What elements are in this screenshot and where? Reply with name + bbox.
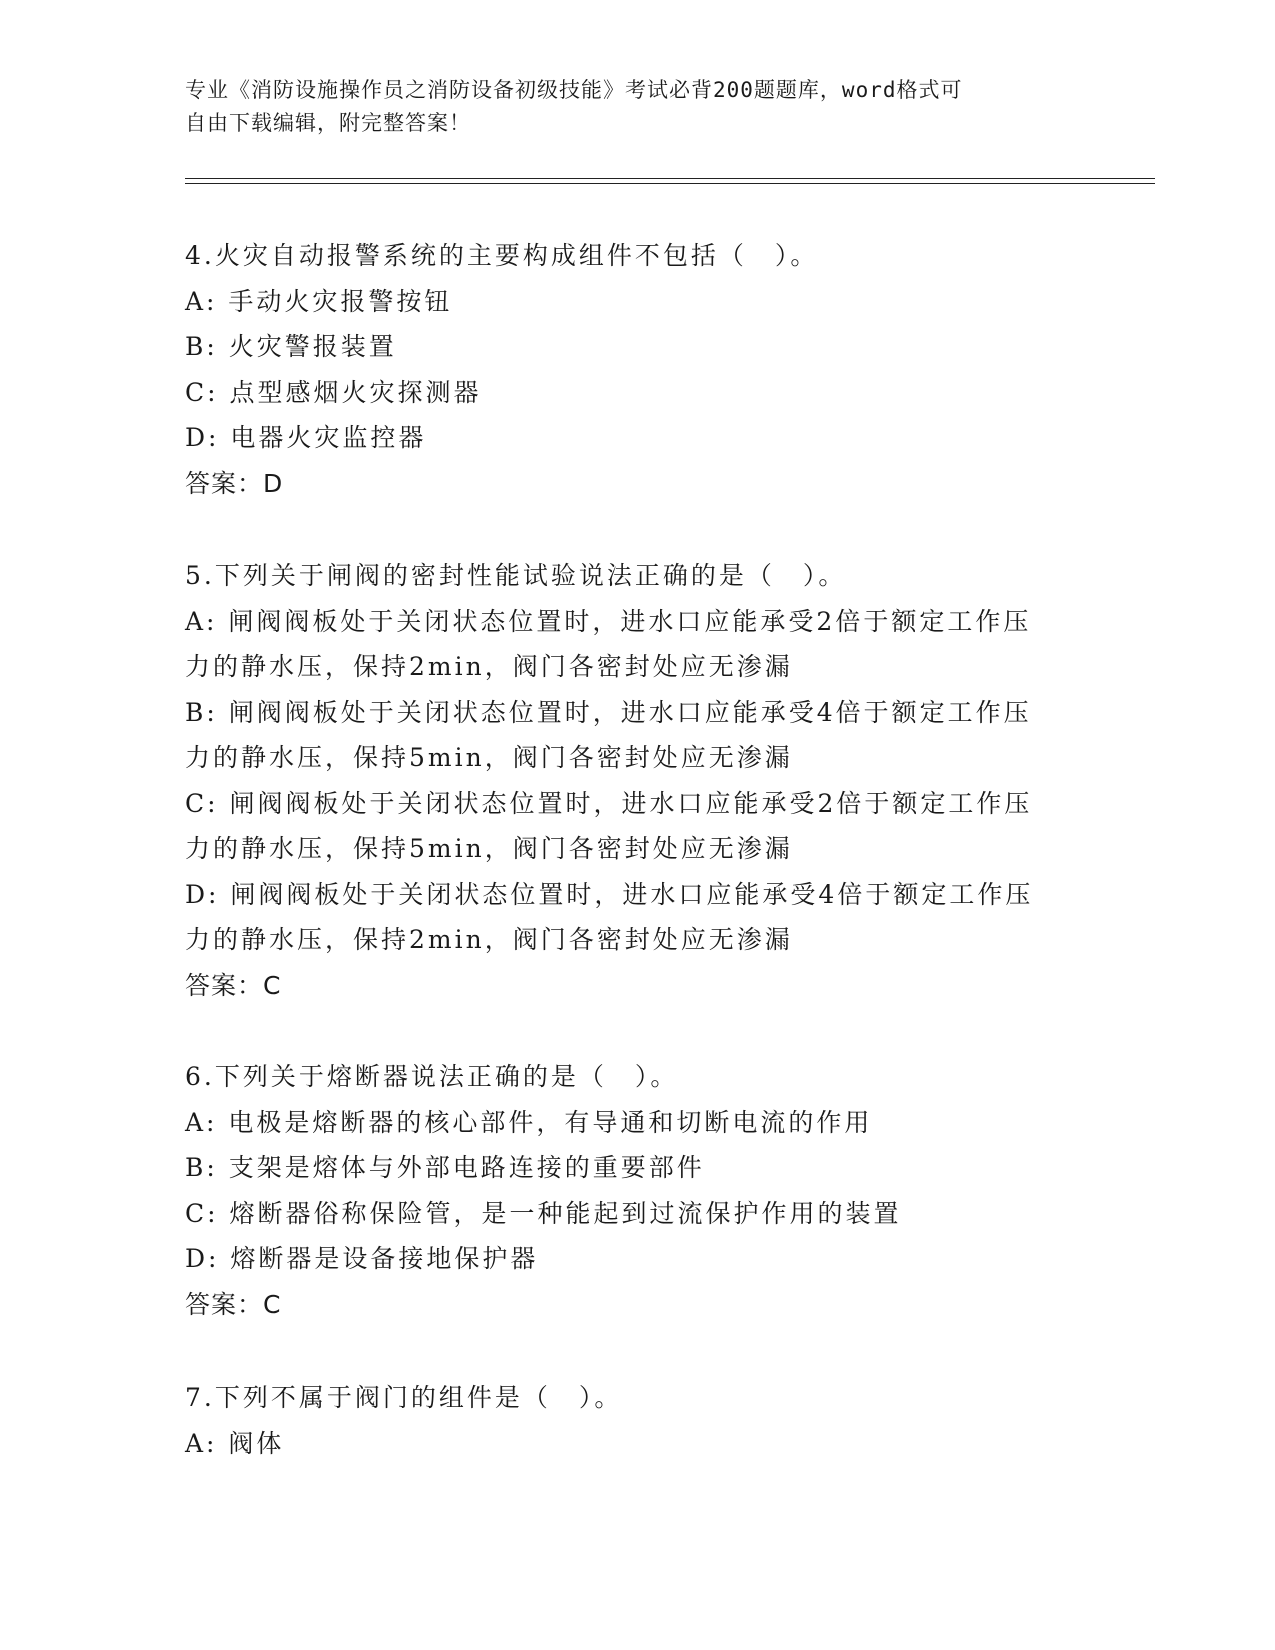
option-c-line-1: C: 闸阀阀板处于关闭状态位置时，进水口应能承受2倍于额定工作压 bbox=[185, 788, 1033, 818]
option-d-line-2: 力的静水压，保持2min，阀门各密封处应无渗漏 bbox=[185, 925, 793, 954]
option-a: A: 阀体 bbox=[185, 1428, 285, 1458]
option-d: D: 熔断器是设备接地保护器 bbox=[185, 1244, 539, 1273]
answer: 答案：D bbox=[185, 468, 284, 498]
header-line-1: 专业《消防设施操作员之消防设备初级技能》考试必背200题题库，word格式可 bbox=[185, 78, 963, 102]
option-a-line-2: 力的静水压，保持2min，阀门各密封处应无渗漏 bbox=[185, 652, 793, 681]
answer: 答案：C bbox=[185, 1289, 282, 1319]
option-a-line-1: A: 闸阀阀板处于关闭状态位置时，进水口应能承受2倍于额定工作压 bbox=[185, 606, 1032, 636]
header-line-2: 自由下载编辑，附完整答案！ bbox=[185, 111, 471, 135]
question-stem: 4.火灾自动报警系统的主要构成组件不包括（ ）。 bbox=[185, 241, 819, 270]
option-d: D: 电器火灾监控器 bbox=[185, 423, 427, 452]
option-b: B: 火灾警报装置 bbox=[185, 332, 397, 361]
question-stem: 7.下列不属于阀门的组件是（ ）。 bbox=[185, 1383, 623, 1412]
question-4 bbox=[185, 233, 1085, 506]
question-5 bbox=[185, 553, 1085, 1008]
option-c-line-2: 力的静水压，保持5min，阀门各密封处应无渗漏 bbox=[185, 834, 793, 863]
option-a: A: 电极是熔断器的核心部件，有导通和切断电流的作用 bbox=[185, 1107, 873, 1137]
option-b-line-2: 力的静水压，保持5min，阀门各密封处应无渗漏 bbox=[185, 743, 793, 772]
option-c: C: 点型感烟火灾探测器 bbox=[185, 377, 482, 407]
question-stem: 5.下列关于闸阀的密封性能试验说法正确的是（ ）。 bbox=[185, 561, 847, 590]
question-7 bbox=[185, 1375, 1085, 1466]
option-c: C: 熔断器俗称保险管，是一种能起到过流保护作用的装置 bbox=[185, 1198, 902, 1228]
option-b-line-1: B: 闸阀阀板处于关闭状态位置时，进水口应能承受4倍于额定工作压 bbox=[185, 697, 1032, 727]
answer: 答案：C bbox=[185, 970, 282, 1000]
option-d-line-1: D: 闸阀阀板处于关闭状态位置时，进水口应能承受4倍于额定工作压 bbox=[185, 879, 1034, 909]
option-b: B: 支架是熔体与外部电路连接的重要部件 bbox=[185, 1153, 705, 1182]
header-divider-top bbox=[185, 178, 1155, 179]
question-6 bbox=[185, 1054, 1085, 1327]
option-a: A: 手动火灾报警按钮 bbox=[185, 286, 453, 316]
document-header bbox=[185, 74, 1065, 140]
question-stem: 6.下列关于熔断器说法正确的是（ ）。 bbox=[185, 1062, 679, 1091]
header-divider-bottom bbox=[185, 183, 1155, 184]
